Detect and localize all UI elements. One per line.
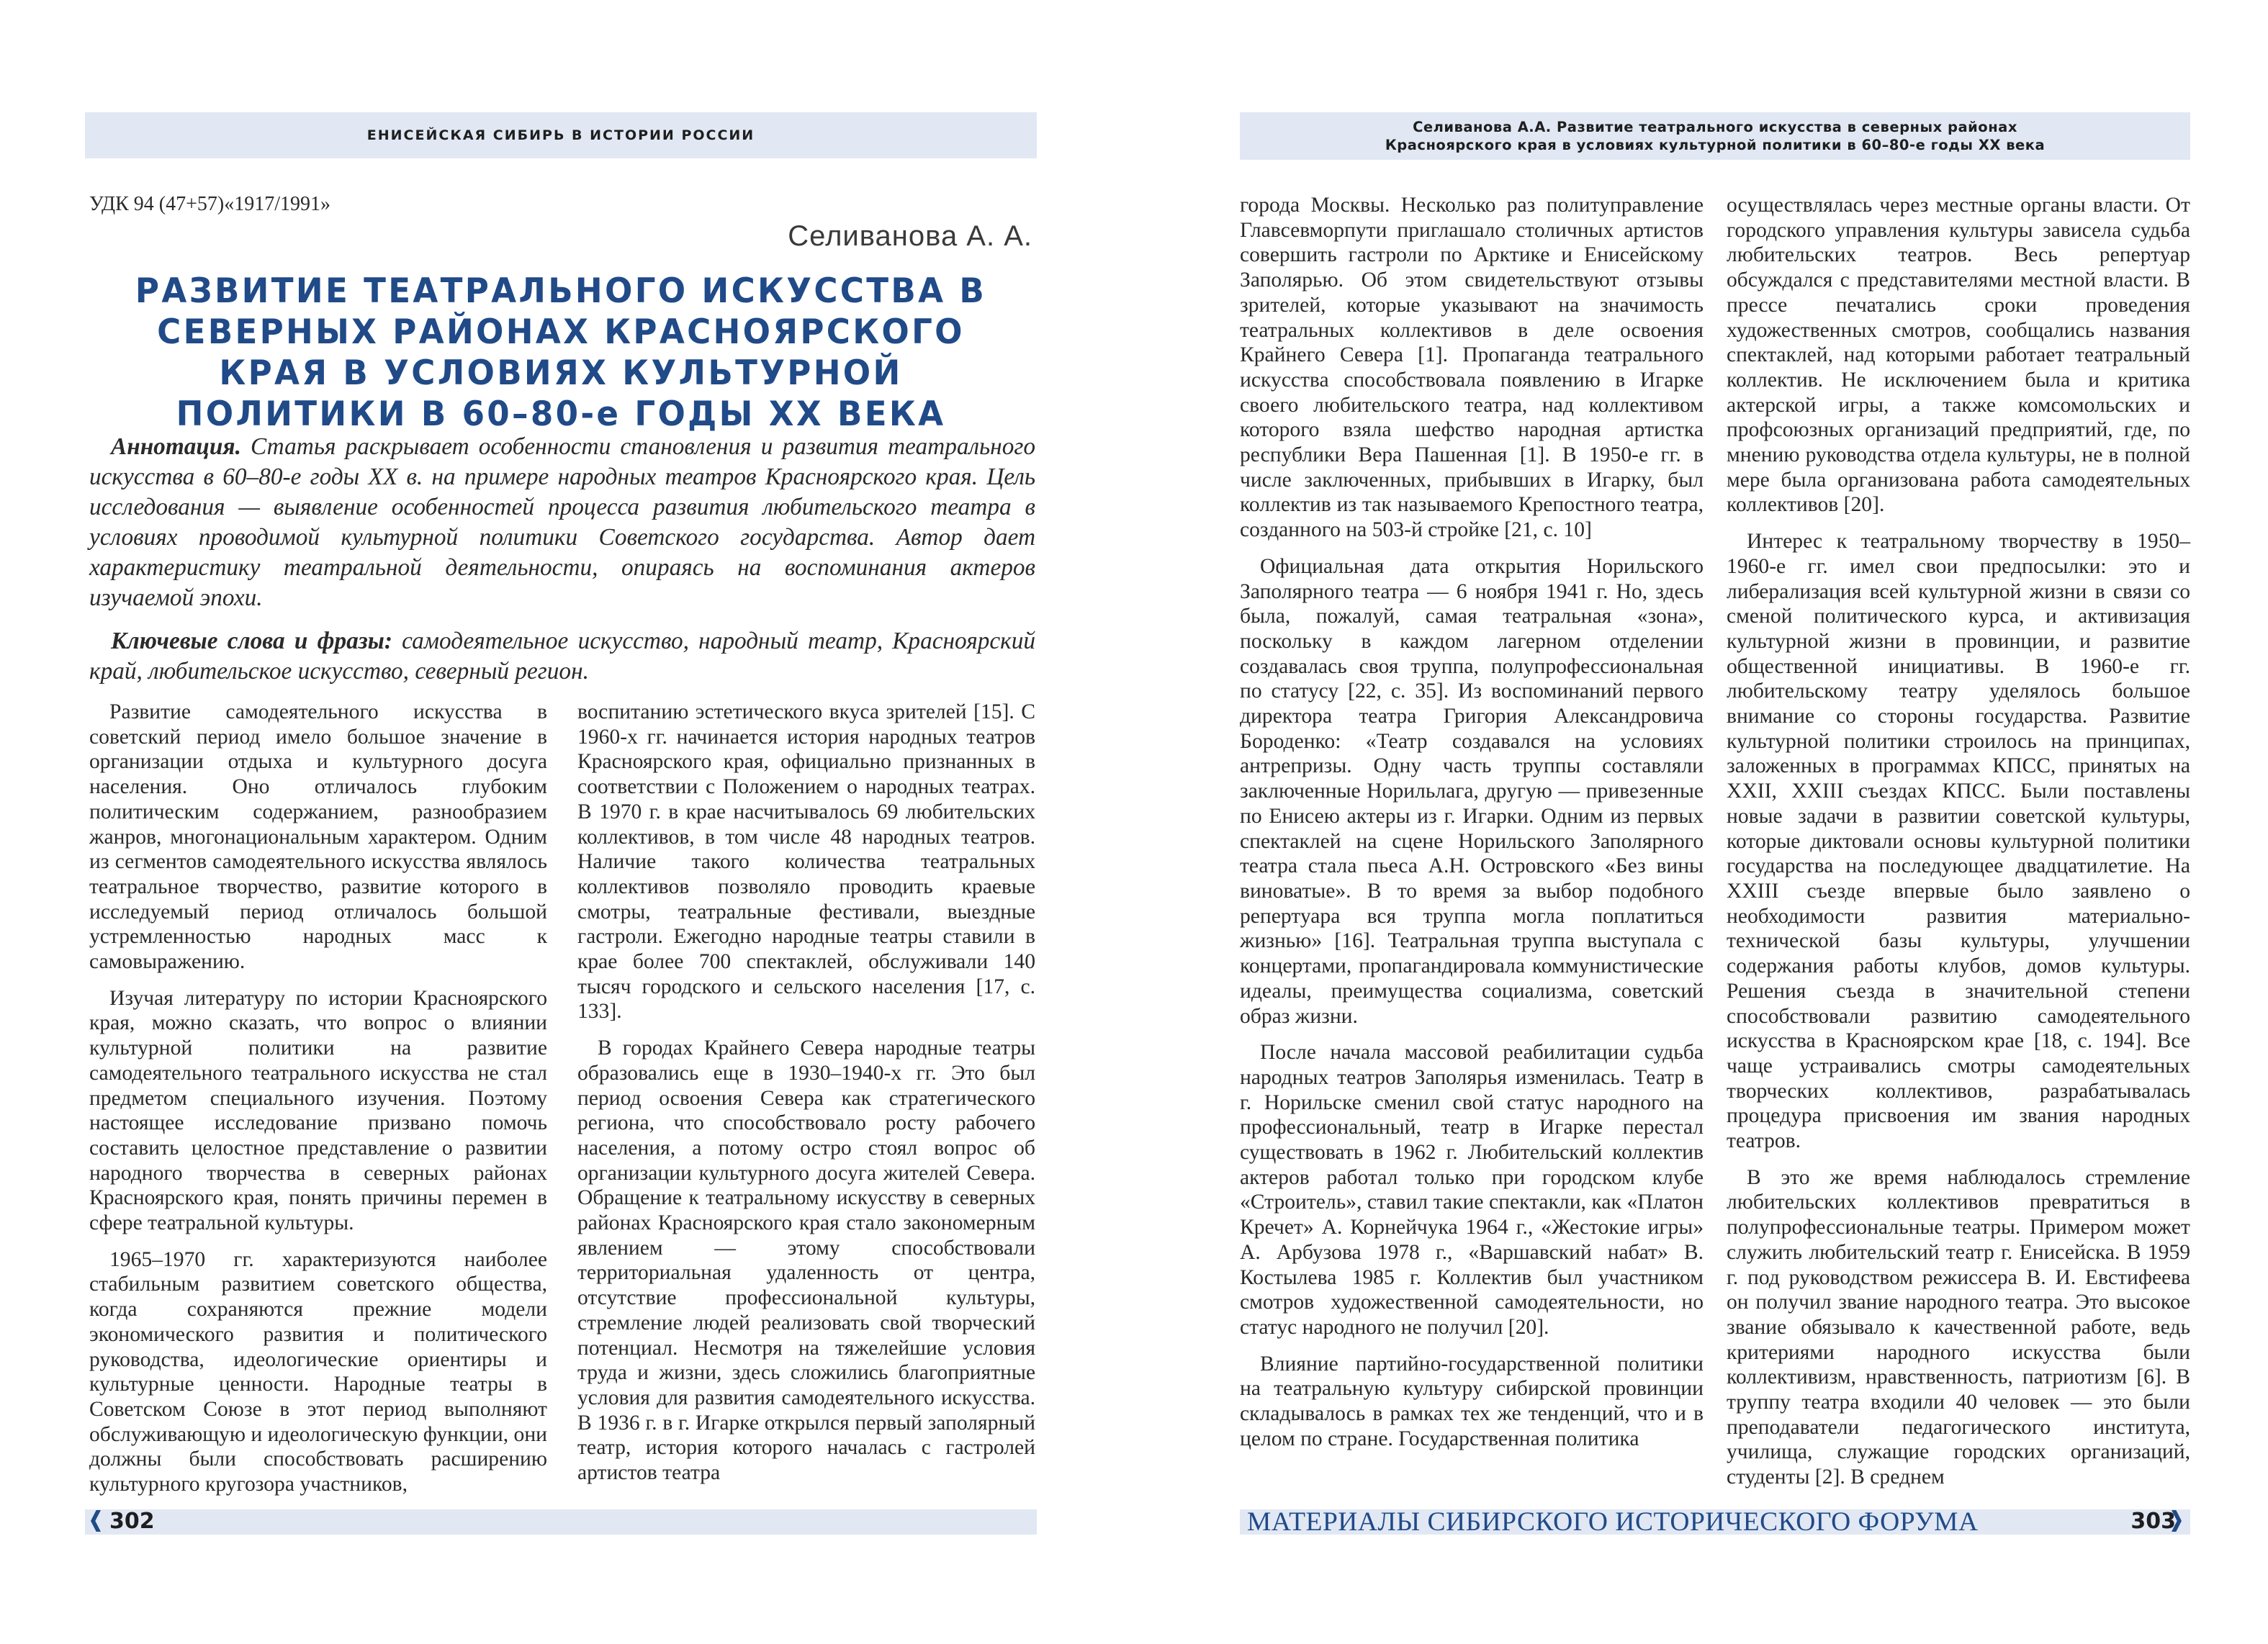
udk-code: УДК 94 (47+57)«1917/1991» xyxy=(89,193,330,215)
text-column-1 xyxy=(89,700,547,1497)
text-column-4 xyxy=(1727,193,2190,1490)
paragraph: осуществлялась через местные органы власти. От городского управления культуры зависела судьба любительских театров. Весь репертуар обсуждался с представителями местной власти. В прессе печатались сроки проведения художественных смотров, сообщались названия спектаклей, над которыми работает театральный коллектив. Не исключением была и критика актерской игры, а также комсомольских и профсоюзных организаций предприятий, где, по мнению руководства отдела культуры, не в полной мере была организована работа самодеятельных коллективов [20]. xyxy=(1727,194,2190,517)
article-title: РАЗВИТИЕ ТЕАТРАЛЬНОГО ИСКУССТВА В СЕВЕРНЫХ РАЙОНАХ КРАСНОЯРСКОГО КРАЯ В УСЛОВИЯХ КУЛЬТУРНОЙ ПОЛИТИКИ В 60–80-е ГОДЫ XX ВЕКА xyxy=(135,271,987,434)
abstract-paragraph xyxy=(89,432,1035,613)
paragraph: В городах Крайнего Севера народные театры образовались еще в 1930–1940-х гг. Это был период освоения Севера как стратегического региона, что способствовало росту рабочего населения, а потому остро стоял вопрос об организации культурного досуга жителей Севера. Обращение к театральному искусству в северных районах Красноярского края стало закономерным явлением — этому способствовали территориальная удаленность от центра, отсутствие профессиональной культуры, стремление людей реализовать свой творческий потенциал. Несмотря на тяжелейшие условия труда и жизни, здесь сложились благоприятные условия для развития самодеятельного искусства. В 1936 г. в г. Игарке открылся первый заполярный театр, история которого началась с гастролей артистов театра xyxy=(577,1036,1035,1485)
paragraph: воспитанию эстетического вкуса зрителей [15]. С 1960-х гг. начинается история народных театров Красноярского края, официально признанных в соответствии с Положением о народных театрах. В 1970 г. в крае насчитывалось 69 любительских коллективов, в том числе 48 народных театров. Наличие такого количества театральных коллективов позволяло проводить краевые смотры, театральные фестивали, выездные гастроли. Ежегодно народные театры ставили в крае более 700 спектаклей, обслуживали 140 тысяч городского и сельского населения [17, с. 133]. xyxy=(577,700,1035,1024)
text-column-3 xyxy=(1240,193,1704,1451)
paragraph: 1965–1970 гг. характеризуются наиболее стабильным развитием советского общества, когда сохраняются прежние модели экономического развития и политического руководства, идеологические ориентиры и культурные ценности. Народные театры в Советском Союзе в этот период выполняют обслуживающую и идеологическую функции, они должны были способствовать расширению культурного кругозора участников, xyxy=(89,1247,547,1496)
author-name: Селиванова А. А. xyxy=(788,220,1032,252)
paragraph: Официальная дата открытия Норильского Заполярного театра — 6 ноября 1941 г. Но, здесь была, пожалуй, самая театральная «зона», поскольку в каждом лагерном отделении создавалась своя труппа, полупрофессиональная по статусу [22, с. 35]. Из воспоминаний первого директора театра Григория Александровича Бороденко: «Театр создавался на условиях антрепризы. Одну часть труппы составляли заключенные Норильлага, другую — привезенные по Енисею актеры из г. Игарки. Одним из первых спектаклей на сцене Норильского Заполярного театра стала пьеса А.Н. Островского «Без вины виноватые». В то время за выбор подобного репертуара вся труппа могла поплатиться жизнью» [16]. Театральная труппа выступала с концертами, пропагандировала коммунистические идеалы, преимущества социализма, советский образ жизни. xyxy=(1240,554,1704,1028)
running-header-right xyxy=(1240,112,2190,160)
running-header-right-line1: Селиванова А.А. Развитие театрального искусства в северных районах xyxy=(1413,119,2017,135)
page-number-left: 302 xyxy=(109,1509,155,1534)
page-number-right: 303 xyxy=(2130,1509,2176,1534)
paragraph: После начала массовой реабилитации судьба народных театров Заполярья изменилась. Театр в г. Норильске сменил свой статус народного на профессиональный, театр в Игарке перестал существовать в 1962 г. Любительский коллектив актеров работал только при городском клубе «Строитель», ставил такие спектакли, как «Платон Кречет» А. Корнейчука 1964 г., «Жестокие игры» А. Арбузова 1978 г., «Варшавский набат» В. Костылева 1985 г. Коллектив был участником смотров художественной самодеятельности, но статус народного не получил [20]. xyxy=(1240,1041,1704,1339)
abstract-label: Аннотация. xyxy=(111,433,241,460)
abstract-text: Статья раскрывает особенности становления и развития театрального искусства в 60–80-е годы XX в. на примере народных театров Красноярского края. Цель исследования — выявление особенностей процесса развития любительского театра в условиях проводимой культурной политики Советского государства. Автор дает характеристику театральной деятельности, опираясь на воспоминания актеров изучаемой эпохи. xyxy=(89,433,1035,611)
keywords-text: самодеятельное искусство, народный театр, Красноярский край, любительское искусство, северный регион. xyxy=(89,628,1036,685)
paragraph: Влияние партийно-государственной политики на театральную культуру сибирской провинции складывалось в рамках тех же тенденций, что и в целом по стране. Государственная политика xyxy=(1240,1352,1704,1450)
running-header-right-line2: Красноярского края в условиях культурной политики в 60–80-е годы XX века xyxy=(1385,137,2046,153)
abstract-block xyxy=(89,432,1035,687)
keywords-paragraph xyxy=(89,626,1035,687)
text-column-2 xyxy=(577,700,1035,1486)
footer-band-left xyxy=(85,1509,1037,1535)
paragraph: Изучая литературу по истории Красноярского края, можно сказать, что вопрос о влиянии культурной политики на развитие самодеятельного театрального искусства не стал предметом специального изучения. Поэтому настоящее исследование призвано помочь составить целостное представление о развитии народного творчества в северных районах Красноярского края, понять причины перемен в сфере театральной культуры. xyxy=(89,986,547,1235)
paragraph: города Москвы. Несколько раз политуправление Главсевморпути приглашало столичных артистов совершить гастроли по Арктике и Енисейскому Заполярью. Об этом свидетельствуют отзывы зрителей, которые указывают на значимость театральных коллективов в деле освоения Крайнего Севера [1]. Пропаганда театрального искусства способствовала появлению в Игарке своего любительского театра, над коллективом которого взяла шефство народная артистка республики Вера Пашенная [1]. В 1950-е гг. в числе заключенных, прибывших в Игарку, был коллектив из так называемого Крепостного театра, созданного на 503-й стройке [21, с. 10] xyxy=(1240,194,1704,542)
paragraph: Развитие самодеятельного искусства в советский период имело большое значение в организации отдыха и культурного досуга населения. Оно отличалось глубоким политическим содержанием, разнообразием жанров, многонациональным характером. Одним из сегментов самодеятельного искусства являлось театральное творчество, развитие которого в исследуемый период отличалось большой устремленностью народных масс к самовыражению. xyxy=(89,700,547,974)
journal-title: МАТЕРИАЛЫ СИБИРСКОГО ИСТОРИЧЕСКОГО ФОРУМА xyxy=(1247,1507,1979,1537)
running-header-left: ЕНИСЕЙСКАЯ СИБИРЬ В ИСТОРИИ РОССИИ xyxy=(85,112,1037,158)
paragraph: В это же время наблюдалось стремление любительских коллективов превратиться в полупрофессиональные театры. Примером может служить любительский театр г. Енисейска. В 1959 г. под руководством режиссера В. И. Евстифеева он получил звание народного театра. Это высокое звание обязывало к качественной работе, ведь критериями народного искусства были коллективизм, нравственность, патриотизм [6]. В труппу театра входили 40 человек — это были преподаватели педагогического института, училища, служащие городских организаций, студенты [2]. В среднем xyxy=(1727,1165,2190,1489)
paragraph: Интерес к театральному творчеству в 1950–1960-е гг. имел свои предпосылки: это и либерализация всей культурной жизни в связи со сменой политического курса, и активизация культурной жизни в провинции, и развитие общественной инициативы. В 1960-е гг. любительскому театру уделялось большое внимание со стороны государства. Развитие культурной политики строилось на принципах, заложенных в программах КПСС, принятых на XXII, XXIII съездах КПСС. Были поставлены новые задачи в развитии советской культуры, которые диктовали основы культурной политики государства на последующее двадцатилетие. На XXIII съезде впервые было заявлено о необходимости развития материально-технической базы культуры, улучшении содержания работы клубов, домов культуры. Решения съезда в значительной степени способствовали развитию самодеятельного искусства в Красноярском крае [18, с. 194]. Все чаще устраивались смотры самодеятельных творческих коллективов, разрабатывалась процедура присвоения им звания народных театров. xyxy=(1727,530,2190,1153)
keywords-label: Ключевые слова и фразы: xyxy=(111,628,392,654)
